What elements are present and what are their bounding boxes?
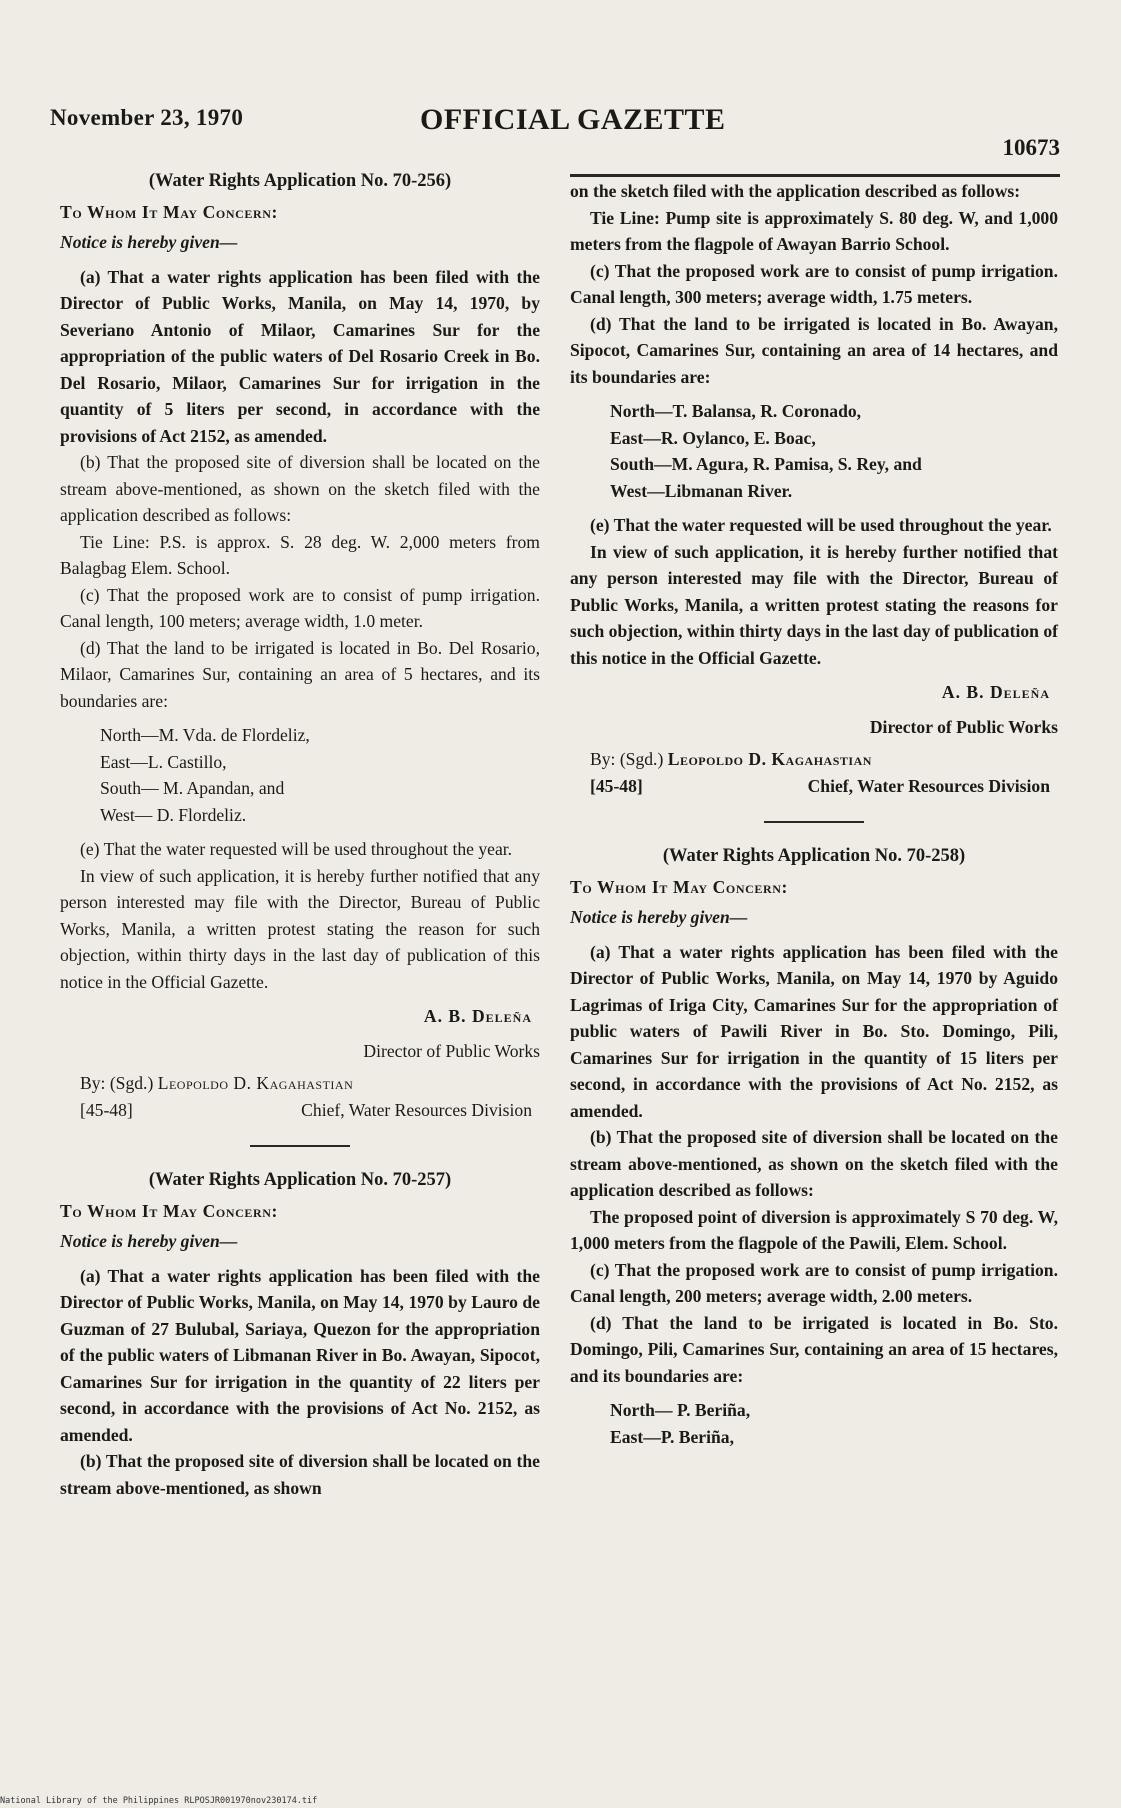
boundary-north: North—M. Vda. de Flordeliz, bbox=[100, 725, 310, 745]
paragraph-b: (b) That the proposed site of diversion shall be located on the stream above-mentioned, as shown on the sketch filed with the application described as follows: bbox=[60, 452, 540, 525]
paragraph-a: (a) That a water rights application has been filed with the Director of Public Works, Manila, on May 14, 1970, by Severiano Antonio of Milaor, Camarines Sur for the appropriation of the public waters of Del Rosario Creek in Bo. Del Rosario, Milaor, Camarines Sur for irrigation in the quantity of 5 liters per second, in accordance with the provisions of Act 2152, as amended. bbox=[60, 266, 540, 446]
salutation: To Whom It May Concern: bbox=[60, 1200, 278, 1221]
paragraph-b: (b) That the proposed site of diversion shall be located on the stream above-mentioned, as shown on the sketch filed with the application described as follows: bbox=[570, 1127, 1058, 1200]
chief-line bbox=[570, 773, 1058, 800]
header-title: OFFICIAL GAZETTE bbox=[420, 103, 726, 136]
boundary-east: East—L. Castillo, bbox=[100, 751, 227, 772]
paragraph-d: (d) That the land to be irrigated is located in Bo. Sto. Domingo, Pili, Camarines Sur, containing an area of 15 hectares, and its boundaries are: bbox=[570, 1312, 1058, 1386]
boundaries-list bbox=[610, 398, 1058, 504]
protest-notice: In view of such application, it is hereby further notified that any person interested may file with the Director, Bureau of Public Works, Manila, a written protest stating the reason for such objection, within thirty days in the last day of publication of this notice in the Official Gazette. bbox=[60, 865, 540, 992]
by-line bbox=[60, 1070, 540, 1097]
signatory-title: Director of Public Works bbox=[869, 716, 1058, 737]
salutation: To Whom It May Concern: bbox=[570, 876, 788, 897]
boundaries-list bbox=[100, 722, 540, 828]
boundary-west: West— D. Flordeliz. bbox=[100, 804, 247, 825]
signatory bbox=[570, 679, 1058, 706]
notice-given: Notice is hereby given— bbox=[60, 1231, 238, 1251]
tie-line: Tie Line: P.S. is approx. S. 28 deg. W. 2,000 meters from Balagbag Elem. School. bbox=[60, 531, 540, 578]
signatory-title: Director of Public Works bbox=[363, 1040, 540, 1061]
boundary-north: North— P. Beriña, bbox=[610, 1400, 751, 1420]
boundary-east: East—R. Oylanco, E. Boac, bbox=[610, 427, 816, 448]
paragraph-a: (a) That a water rights application has been filed with the Director of Public Works, Manila, on May 14, 1970 by Aguido Lagrimas of Iriga City, Camarines Sur for the appropriation of public waters of Pawili River in Bo. Sto. Domingo, Pili, Camarines Sur for irrigation in the quantity of 15 liters per second, in accordance with the provisions of Act No. 2152, as amended. bbox=[570, 941, 1058, 1121]
paragraph-b-end: on the sketch filed with the application described as follows: bbox=[570, 181, 1021, 201]
boundary-north: North—T. Balansa, R. Coronado, bbox=[610, 401, 862, 421]
by-name: Leopoldo D. Kagahastian bbox=[667, 749, 872, 769]
notice-title: (Water Rights Application No. 70-258) bbox=[662, 846, 966, 866]
by-label: By: (Sgd.) bbox=[590, 749, 664, 769]
header-rule bbox=[570, 174, 1060, 177]
section-divider bbox=[764, 821, 864, 823]
paragraph-b-start: (b) That the proposed site of diversion shall be located on the stream above-mentioned, as shown bbox=[60, 1451, 540, 1498]
signatory-name: A. B. Deleña bbox=[423, 1006, 532, 1026]
header-date: November 23, 1970 bbox=[50, 105, 244, 130]
by-label: By: (Sgd.) bbox=[80, 1073, 154, 1093]
boundary-east: East—P. Beriña, bbox=[610, 1426, 734, 1447]
paragraph-d: (d) That the land to be irrigated is located in Bo. Awayan, Sipocot, Camarines Sur, containing an area of 14 hectares, and its boundaries are: bbox=[570, 313, 1058, 387]
boundary-south: South— M. Apandan, and bbox=[100, 778, 285, 798]
paragraph-c: (c) That the proposed work are to consist of pump irrigation. Canal length, 300 meters; average width, 1.75 meters. bbox=[570, 260, 1058, 307]
header-page-number: 10673 bbox=[1002, 135, 1060, 160]
notice-title: (Water Rights Application No. 70-257) bbox=[148, 1170, 452, 1190]
salutation: To Whom It May Concern: bbox=[60, 201, 278, 222]
signatory bbox=[60, 1003, 540, 1030]
by-name: Leopoldo D. Kagahastian bbox=[157, 1073, 354, 1093]
notice-title: (Water Rights Application No. 70-256) bbox=[148, 171, 452, 191]
chief-title: Chief, Water Resources Division bbox=[807, 775, 1050, 796]
protest-notice: In view of such application, it is hereby further notified that any person interested may file with the Director, Bureau of Public Works, Manila, a written protest stating the reasons for such objection, within thirty days in the last day of publication of this notice in the Official Gazette. bbox=[570, 541, 1058, 668]
paragraph-c: (c) That the proposed work are to consist of pump irrigation. Canal length, 200 meters; average width, 2.00 meters. bbox=[570, 1259, 1058, 1306]
left-column bbox=[60, 168, 540, 1501]
boundaries-list bbox=[610, 1397, 1058, 1450]
chief-title: Chief, Water Resources Division bbox=[301, 1099, 532, 1120]
scan-footer: National Library of the Philippines RLPOSJR001970nov230174.tif bbox=[0, 1796, 318, 1806]
paragraph-a: (a) That a water rights application has been filed with the Director of Public Works, Manila, on May 14, 1970 by Lauro de Guzman of 27 Bulubal, Sariaya, Quezon for the appropriation of the public waters of Libmanan River in Bo. Awayan, Sipocot, Camarines Sur for irrigation in the quantity of 22 liters per second, in accordance with the provisions of Act No. 2152, as amended. bbox=[60, 1265, 540, 1445]
notice-given: Notice is hereby given— bbox=[570, 907, 748, 927]
paragraph-d: (d) That the land to be irrigated is located in Bo. Del Rosario, Milaor, Camarines Sur, containing an area of 5 hectares, and its boundaries are: bbox=[60, 637, 540, 711]
signatory-name: A. B. Deleña bbox=[941, 682, 1050, 702]
diversion-point: The proposed point of diversion is approximately S 70 deg. W, 1,000 meters from the flagpole of the Pawili, Elem. School. bbox=[570, 1206, 1058, 1253]
section-divider bbox=[250, 1145, 350, 1147]
tie-line: Tie Line: Pump site is approximately S. 80 deg. W, and 1,000 meters from the flagpole of Awayan Barrio School. bbox=[570, 207, 1058, 254]
issue-number: [45-48] bbox=[590, 775, 643, 796]
paragraph-c: (c) That the proposed work are to consist of pump irrigation. Canal length, 100 meters; average width, 1.0 meter. bbox=[60, 584, 540, 631]
boundary-south: South—M. Agura, R. Pamisa, S. Rey, and bbox=[610, 454, 922, 474]
right-column bbox=[570, 178, 1058, 1458]
issue-number: [45-48] bbox=[80, 1099, 133, 1120]
boundary-west: West—Libmanan River. bbox=[610, 480, 793, 501]
notice-given: Notice is hereby given— bbox=[60, 232, 238, 252]
paragraph-e: (e) That the water requested will be used throughout the year. bbox=[590, 515, 1052, 535]
chief-line bbox=[60, 1097, 540, 1124]
by-line bbox=[570, 746, 1058, 773]
paragraph-e: (e) That the water requested will be used throughout the year. bbox=[80, 839, 513, 859]
page-header bbox=[50, 95, 1060, 160]
